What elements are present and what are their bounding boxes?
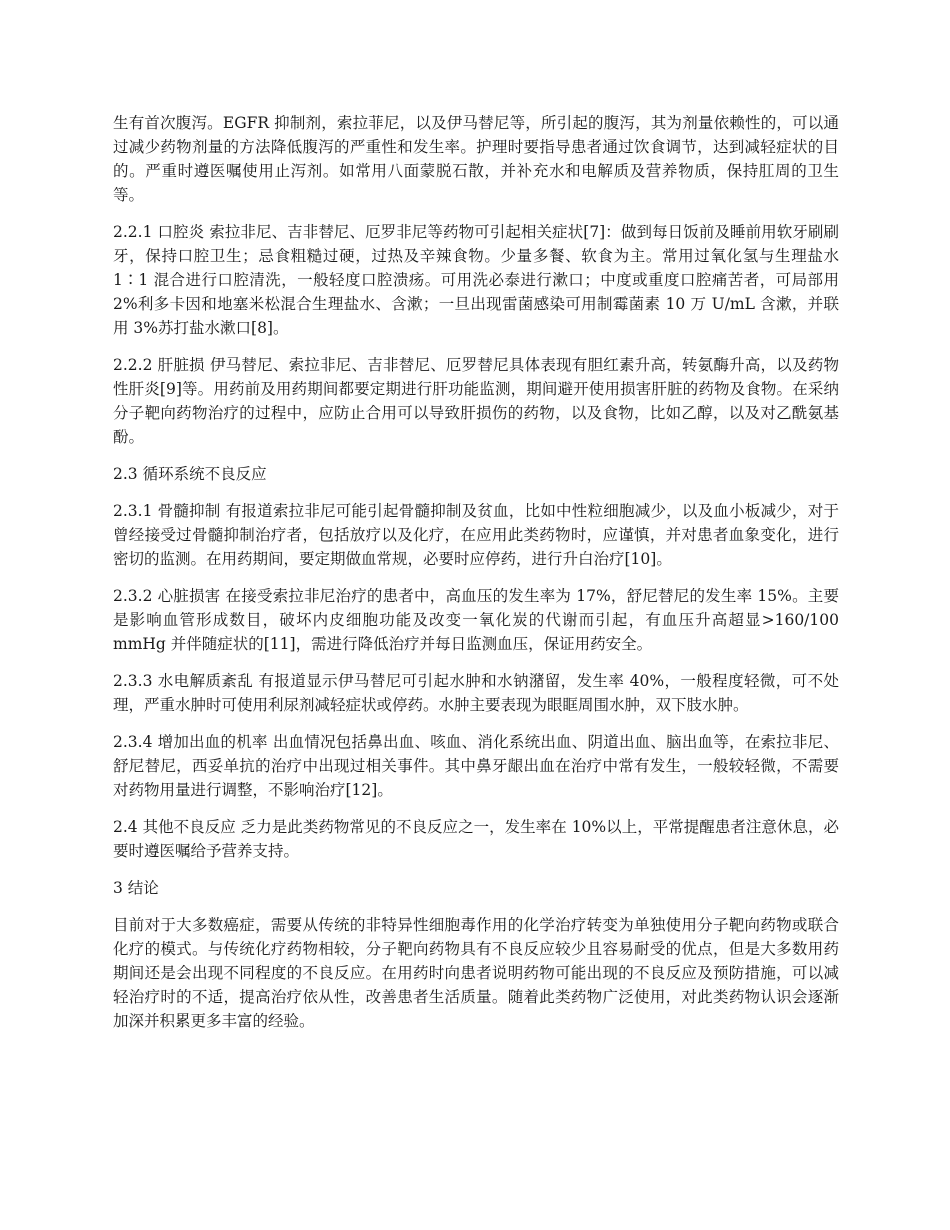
paragraph-text: 生有首次腹泻。EGFR 抑制剂，索拉菲尼，以及伊马替尼等，所引起的腹泻，其为剂量依赖性的，可以通过减少药物剂量的方法降低腹泻的严重性和发生率。护理时要指导患者通过饮食调节，达到减轻症状的目的。严重时遵医嘱使用止泻剂。如常用八面蒙脱石散，并补充水和电解质及营养物质，保持肛周的卫生等。 [113,114,839,204]
paragraph-text: 在接受索拉非尼治疗的患者中，高血压的发生率为 17%，舒尼替尼的发生率 15%。主要是影响血管形成数目，破坏内皮细胞功能及改变一氧化炭的代谢而引起，有血压升高超显>160/100 mmHg 并伴随症状的[11]，需进行降低治疗并每日监测血压，保证用药安全。 [113,587,839,653]
paragraph-head: 2.2.2 肝脏损 [113,356,205,374]
paragraph-text: 有报道显示伊马替尼可引起水肿和水钠潴留，发生率 40%，一般程度轻微，可不处理，严重水肿时可使用利尿剂减轻症状或停药。水肿主要表现为眼眶周围水肿，双下肢水肿。 [113,672,839,714]
heading-text: 3 结论 [113,879,159,897]
paragraph-text: 有报道索拉非尼可能引起骨髓抑制及贫血，比如中性粒细胞减少，以及血小板减少，对于曾经接受过骨髓抑制治疗者，包括放疗以及化疗，在应用此类药物时，应谨慎，并对患者血象变化，进行密切的监测。在用药期间，要定期做血常规，必要时应停药，进行升白治疗[10]。 [113,502,839,568]
paragraph-cardiac-damage [113,584,839,656]
paragraph-head: 2.3.3 水电解质紊乱 [113,672,254,690]
section-heading-circulatory [113,462,839,486]
paragraph-text: 乏力是此类药物常见的不良反应之一，发生率在 10%以上，平常提醒患者注意休息，必要时遵医嘱给予营养支持。 [113,818,840,860]
paragraph-liver-damage [113,353,839,449]
document-body [113,111,839,1046]
paragraph-bleeding [113,730,839,802]
paragraph-head: 2.3.1 骨髓抑制 [113,502,221,520]
paragraph-electrolyte [113,669,839,717]
paragraph-stomatitis [113,220,839,340]
paragraph-head: 2.4 其他不良反应 [113,818,236,836]
paragraph-head: 2.2.1 口腔炎 [113,223,205,241]
paragraph-other-reactions [113,815,839,863]
section-heading-conclusion [113,876,839,900]
paragraph-head: 2.3.4 增加出血的机率 [113,733,268,751]
heading-text: 2.3 循环系统不良反应 [113,465,267,483]
paragraph-head: 2.3.2 心脏损害 [113,587,221,605]
paragraph-text: 索拉非尼、吉非替尼、厄罗非尼等药物可引起相关症状[7]：做到每日饭前及睡前用软牙刷刷牙，保持口腔卫生；忌食粗糙过硬，过热及辛辣食物。少量多餐、软食为主。常用过氧化氢与生理盐水 1∶1 混合进行口腔清洗，一般轻度口腔溃疡。可用洗必泰进行漱口；中度或重度口腔痛苦者，可局部用 2%利多卡因和地塞米松混合生理盐水、含漱；一旦出现雷菌感染可用制霉菌素 10 万 U/mL 含漱，并联用 3%苏打盐水漱口[8]。 [113,223,839,337]
paragraph-text: 目前对于大多数癌症，需要从传统的非特异性细胞毒作用的化学治疗转变为单独使用分子靶向药物或联合化疗的模式。与传统化疗药物相较，分子靶向药物具有不良反应较少且容易耐受的优点，但是大多数用药期间还是会出现不同程度的不良反应。在用药时向患者说明药物可能出现的不良反应及预防措施，可以减轻治疗时的不适，提高治疗依从性，改善患者生活质量。随着此类药物广泛使用，对此类药物认识会逐渐加深并积累更多丰富的经验。 [113,916,839,1030]
paragraph-diarrhea [113,111,839,207]
paragraph-text: 伊马替尼、索拉非尼、吉非替尼、厄罗替尼具体表现有胆红素升高，转氨酶升高，以及药物性肝炎[9]等。用药前及用药期间都要定期进行肝功能监测，期间避开使用损害肝脏的药物及食物。在采纳分子靶向药物治疗的过程中，应防止合用可以导致肝损伤的药物，以及食物，比如乙醇，以及对乙酰氨基酚。 [113,356,839,446]
paragraph-bone-marrow [113,499,839,571]
paragraph-conclusion [113,913,839,1033]
paragraph-text: 出血情况包括鼻出血、咳血、消化系统出血、阴道出血、脑出血等，在索拉非尼、舒尼替尼，西妥单抗的治疗中出现过相关事件。其中鼻牙龈出血在治疗中常有发生，一般较轻微，不需要对药物用量进行调整，不影响治疗[12]。 [113,733,839,799]
